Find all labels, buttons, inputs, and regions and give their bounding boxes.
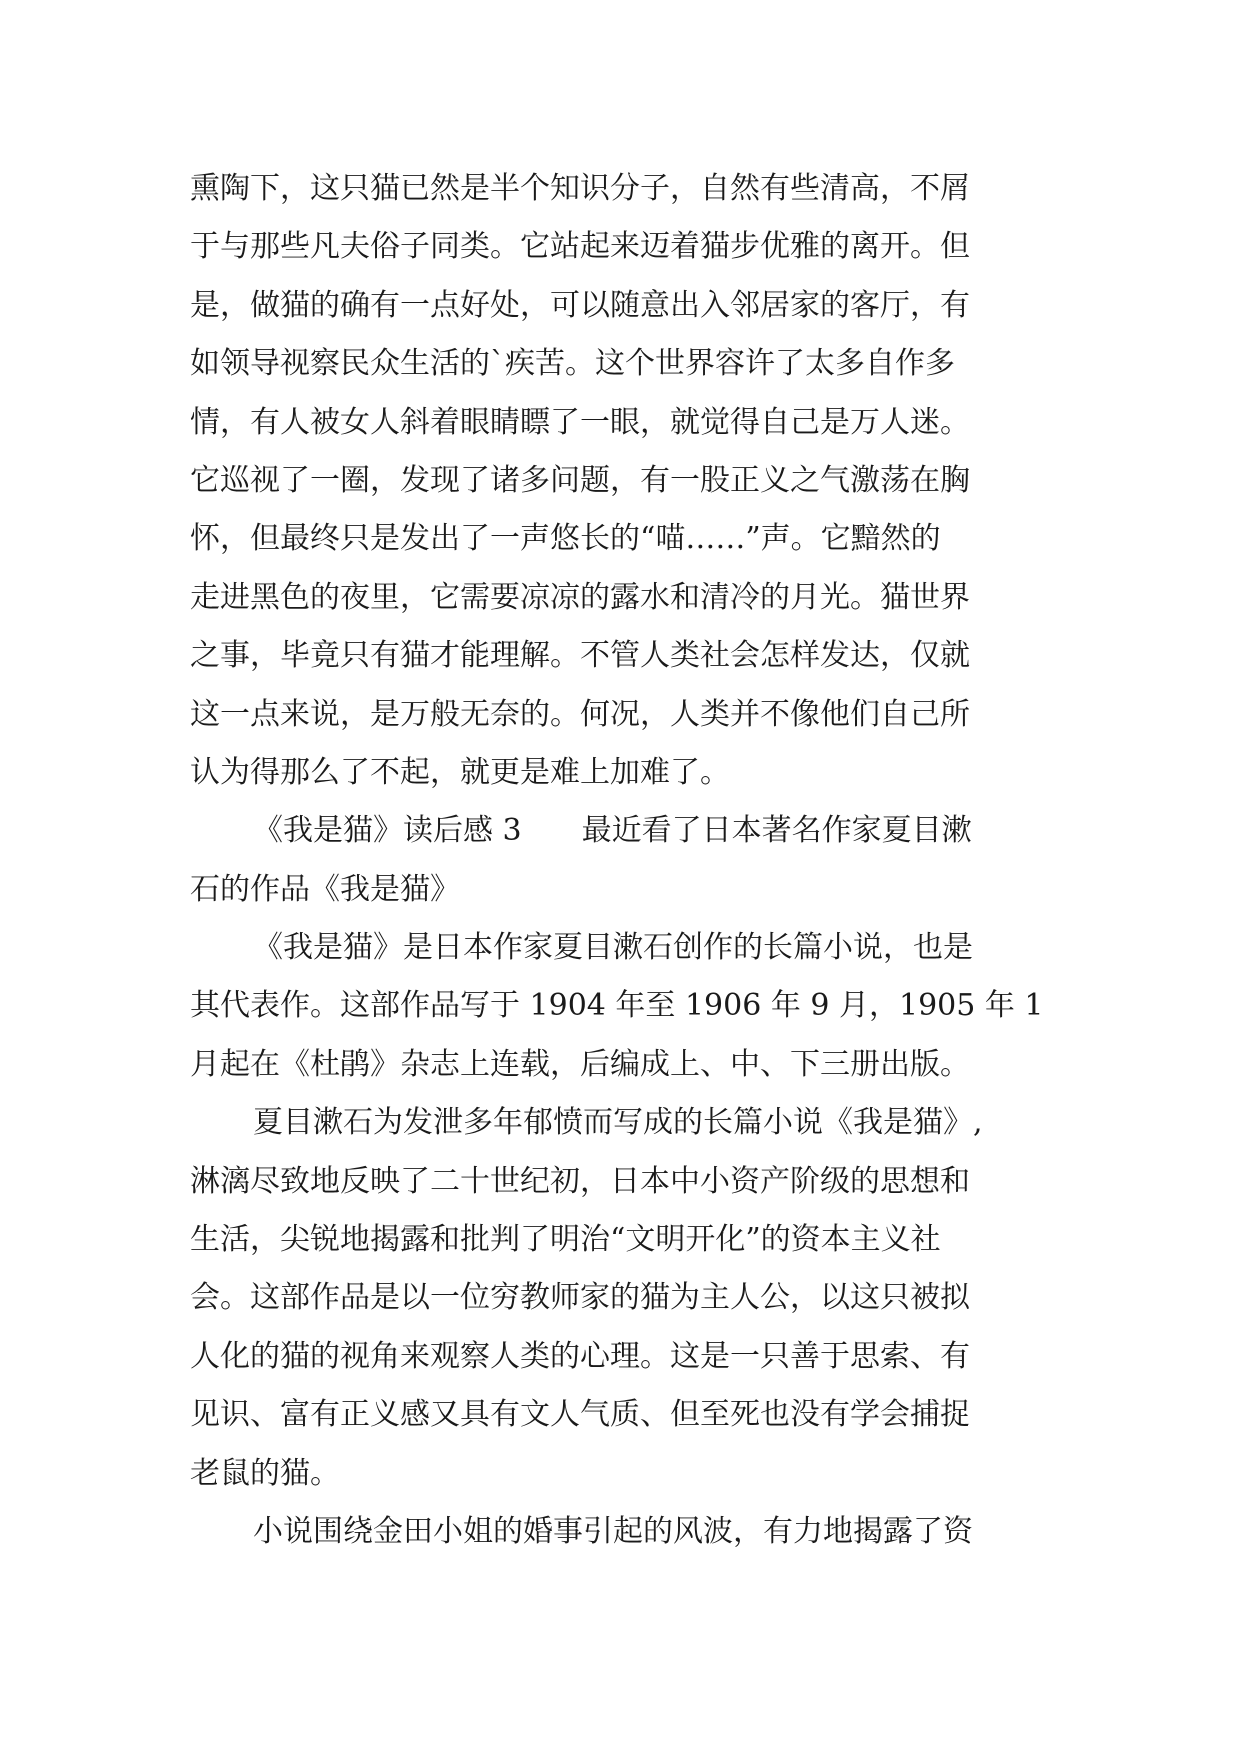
text-line: 认为得那么了不起，就更是难上加难了。: [190, 754, 730, 790]
text-line: 它巡视了一圈，发现了诸多问题，有一股正义之气激荡在胸: [190, 462, 970, 498]
text-line: 会。这部作品是以一位穷教师家的猫为主人公，以这只被拟: [190, 1280, 970, 1316]
text-line: 如领导视察民众生活的`疾苦。这个世界容许了太多自作多: [190, 346, 955, 382]
text-line: 熏陶下，这只猫已然是半个知识分子，自然有些清高，不屑: [190, 171, 970, 206]
text-line: 见识、富有正义感又具有文人气质、但至死也没有学会捕捉: [190, 1397, 970, 1433]
text-line: 之事，毕竟只有猫才能理解。不管人类社会怎样发达，仅就: [190, 638, 970, 674]
text-line: 生活，尖锐地揭露和批判了明治“文明开化”的资本主义社: [190, 1222, 941, 1258]
text-line: 老鼠的猫。: [190, 1455, 340, 1491]
paragraph-first-line: 小说围绕金田小姐的婚事引起的风波，有力地揭露了资: [253, 1513, 973, 1549]
section-heading: [190, 802, 1056, 860]
text-line: 淋漓尽致地反映了二十世纪初，日本中小资产阶级的思想和: [190, 1163, 970, 1199]
text-line: 石的作品《我是猫》: [190, 871, 460, 907]
heading-title: 《我是猫》读后感 3: [253, 813, 522, 849]
text-line: 人化的猫的视角来观察人类的心理。这是一只善于思索、有: [190, 1338, 970, 1374]
text-line: 这一点来说，是万般无奈的。何况，人类并不像他们自己所: [190, 696, 970, 732]
paragraph-first-line: 《我是猫》是日本作家夏目漱石创作的长篇小说，也是: [253, 930, 973, 966]
heading-intro: 最近看了日本著名作家夏目漱: [581, 813, 972, 849]
text-line: 情，有人被女人斜着眼睛瞟了一眼，就觉得自己是万人迷。: [190, 404, 970, 440]
text-line: 走进黑色的夜里，它需要凉凉的露水和清冷的月光。猫世界: [190, 579, 970, 615]
text-line: 月起在《杜鹃》杂志上连载，后编成上、中、下三册出版。: [190, 1046, 970, 1082]
text-line: 是，做猫的确有一点好处，可以随意出入邻居家的客厅，有: [190, 287, 970, 323]
text-line: 于与那些凡夫俗子同类。它站起来迈着猫步优雅的离开。但: [190, 229, 970, 265]
body-text: [190, 160, 1056, 1561]
text-line: 怀，但最终只是发出了一声悠长的“喵……”声。它黯然的: [190, 521, 941, 557]
paragraph-first-line: 夏目漱石为发泄多年郁愤而写成的长篇小说《我是猫》,: [253, 1105, 983, 1141]
text-line: 其代表作。这部作品写于 1904 年至 1906 年 9 月，1905 年 1: [190, 988, 1044, 1024]
